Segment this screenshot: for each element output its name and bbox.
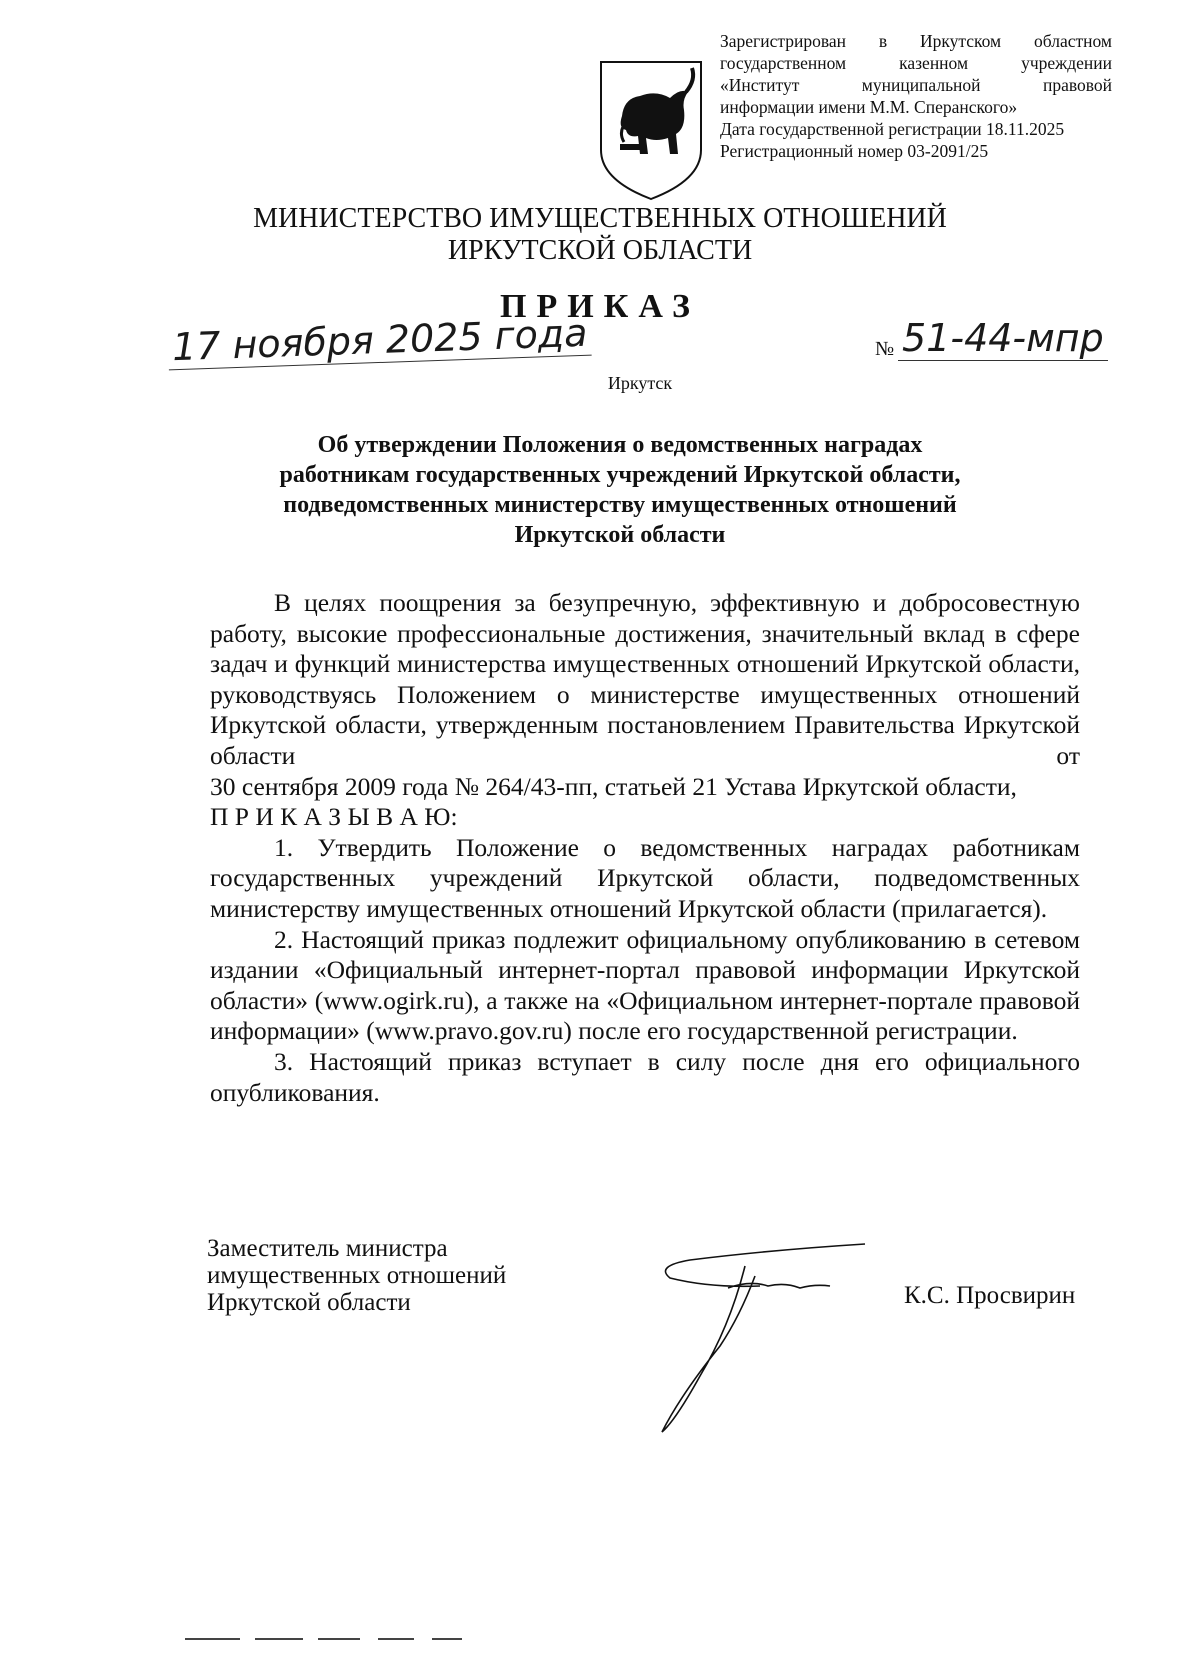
position-line: Иркутской области (207, 1289, 411, 1316)
title-line: Иркутской области (514, 522, 726, 548)
registration-number: Регистрационный номер 03-2091/25 (720, 141, 989, 161)
scan-artifact (432, 1638, 462, 1640)
ministry-name-line2: ИРКУТСКОЙ ОБЛАСТИ (447, 235, 753, 266)
signatory-name: К.С. Просвирин (904, 1282, 1076, 1309)
scan-artifact (378, 1638, 414, 1640)
registration-line: Зарегистрирован в Иркутском областном (720, 31, 1112, 51)
irkutsk-coat-of-arms-icon (596, 58, 706, 203)
title-line: подведомственных министерству имущественных отношений (283, 492, 957, 518)
scan-artifact (318, 1638, 360, 1640)
registration-line: «Институт муниципальной правовой (720, 75, 1112, 95)
order-item-2: 2. Настоящий приказ подлежит официальному опубликованию в сетевом издании «Официальный интернет-портал правовой информации Иркутской области» (www.ogirk.ru), а также на «Официальном интернет-портале правовой информации» (www.pravo.gov.ru) после его государственной регистрации. (210, 924, 1080, 1046)
title-line: работникам государственных учреждений Иркутской области, (279, 462, 961, 488)
position-line: имущественных отношений (207, 1262, 507, 1289)
order-item-1: 1. Утвердить Положение о ведомственных наградах работникам государственных учреждений Иркутской области, подведомственных министерству имущественных отношений Иркутской области (прилагается). (210, 832, 1080, 923)
registration-line: государственном казенном учреждении (720, 53, 1112, 73)
document-type: ПРИКАЗ (500, 288, 700, 325)
registration-line: информации имени М.М. Сперанского» (720, 97, 1018, 117)
handwritten-signature (650, 1236, 880, 1436)
ministry-name-line1: МИНИСТЕРСТВО ИМУЩЕСТВЕННЫХ ОТНОШЕНИЙ (253, 203, 947, 234)
date-handwritten: 17 ноября 2025 года (167, 311, 592, 371)
document-title (180, 430, 1060, 550)
order-word: П Р И К А З Ы В А Ю: (210, 802, 458, 832)
signatory-position (207, 1235, 506, 1316)
city: Иркутск (607, 373, 673, 393)
number-handwritten: 51-44-мпр (898, 316, 1108, 361)
registration-date: Дата государственной регистрации 18.11.2025 (720, 119, 1065, 139)
order-item-3: 3. Настоящий приказ вступает в силу после дня его официального опубликования. (210, 1046, 1080, 1107)
title-line: Об утверждении Положения о ведомственных наградах (317, 432, 923, 458)
registration-stamp (720, 30, 1112, 162)
scan-artifact (255, 1638, 303, 1640)
position-line: Заместитель министра (207, 1235, 448, 1262)
preamble-end: 30 сентября 2009 года № 264/43-пп, статьей 21 Устава Иркутской области, (210, 771, 1017, 801)
document-body (210, 588, 1080, 1108)
number-sign: № (875, 338, 895, 360)
preamble: В целях поощрения за безупречную, эффективную и добросовестную работу, высокие профессиональные достижения, значительный вклад в сфере задач и функций министерства имущественных отношений Иркутской области, руководствуясь Положением о министерстве имущественных отношений Иркутской области, утвержденным постановлением Правительства Иркутской области от (210, 588, 1080, 770)
scan-artifact (185, 1638, 240, 1640)
